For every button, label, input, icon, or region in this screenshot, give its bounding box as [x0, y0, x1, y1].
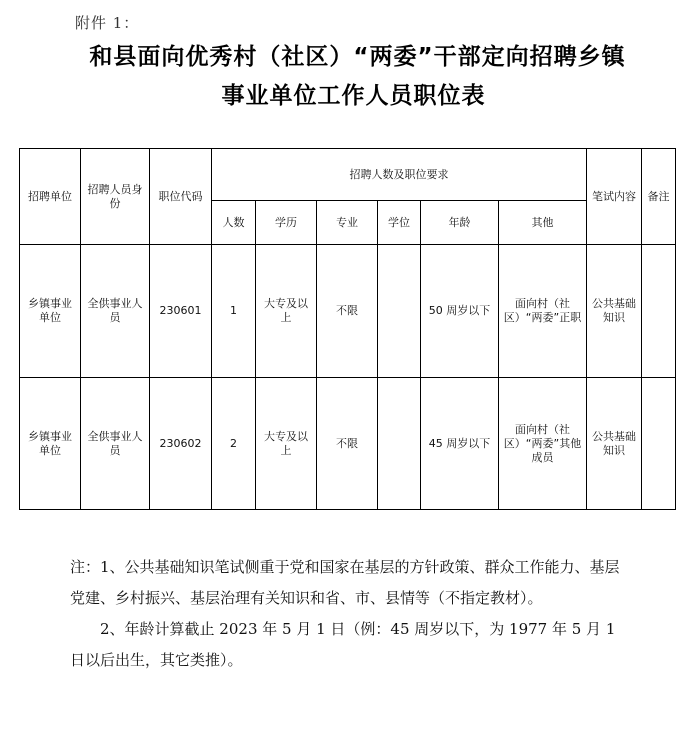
cell-degree	[378, 378, 421, 510]
header-major: 专业	[317, 201, 378, 245]
cell-education: 大专及以上	[256, 245, 317, 378]
cell-count: 2	[212, 378, 256, 510]
header-identity: 招聘人员身份	[81, 149, 150, 245]
notes-section	[70, 552, 630, 676]
cell-exam: 公共基础知识	[587, 245, 642, 378]
cell-other: 面向村（社区）“两委”正职	[499, 245, 587, 378]
header-exam: 笔试内容	[587, 149, 642, 245]
header-remark: 备注	[642, 149, 676, 245]
cell-remark	[642, 245, 676, 378]
table-row	[20, 378, 676, 510]
cell-exam: 公共基础知识	[587, 378, 642, 510]
document-title-line-1: 和县面向优秀村（社区）“两委”干部定向招聘乡镇	[89, 44, 626, 70]
cell-count: 1	[212, 245, 256, 378]
cell-degree	[378, 245, 421, 378]
cell-unit: 乡镇事业单位	[20, 378, 81, 510]
header-requirements-group: 招聘人数及职位要求	[212, 149, 587, 201]
cell-remark	[642, 378, 676, 510]
cell-code: 230602	[150, 378, 212, 510]
attachment-label: 附件 1：	[75, 14, 140, 32]
note-1: 注：1、公共基础知识笔试侧重于党和国家在基层的方针政策、群众工作能力、基层党建、乡村振兴、基层治理有关知识和省、市、县情等（不指定教材）。	[70, 558, 620, 607]
cell-age: 50 周岁以下	[421, 245, 499, 378]
cell-education: 大专及以上	[256, 378, 317, 510]
header-degree: 学位	[378, 201, 421, 245]
header-education: 学历	[256, 201, 317, 245]
cell-major: 不限	[317, 378, 378, 510]
note-2: 2、年龄计算截止 2023 年 5 月 1 日（例：45 周岁以下，为 1977 年 5 月 1 日以后出生，其它类推）。	[70, 620, 616, 669]
position-table	[19, 148, 676, 510]
cell-identity: 全供事业人员	[81, 245, 150, 378]
cell-age: 45 周岁以下	[421, 378, 499, 510]
header-unit: 招聘单位	[20, 149, 81, 245]
header-other: 其他	[499, 201, 587, 245]
header-count: 人数	[212, 201, 256, 245]
header-code: 职位代码	[150, 149, 212, 245]
cell-code: 230601	[150, 245, 212, 378]
cell-major: 不限	[317, 245, 378, 378]
cell-other: 面向村（社区）“两委”其他成员	[499, 378, 587, 510]
table-row	[20, 245, 676, 378]
header-row-1	[20, 149, 676, 201]
cell-unit: 乡镇事业单位	[20, 245, 81, 378]
document-title-line-2: 事业单位工作人员职位表	[221, 83, 486, 109]
header-age: 年龄	[421, 201, 499, 245]
cell-identity: 全供事业人员	[81, 378, 150, 510]
